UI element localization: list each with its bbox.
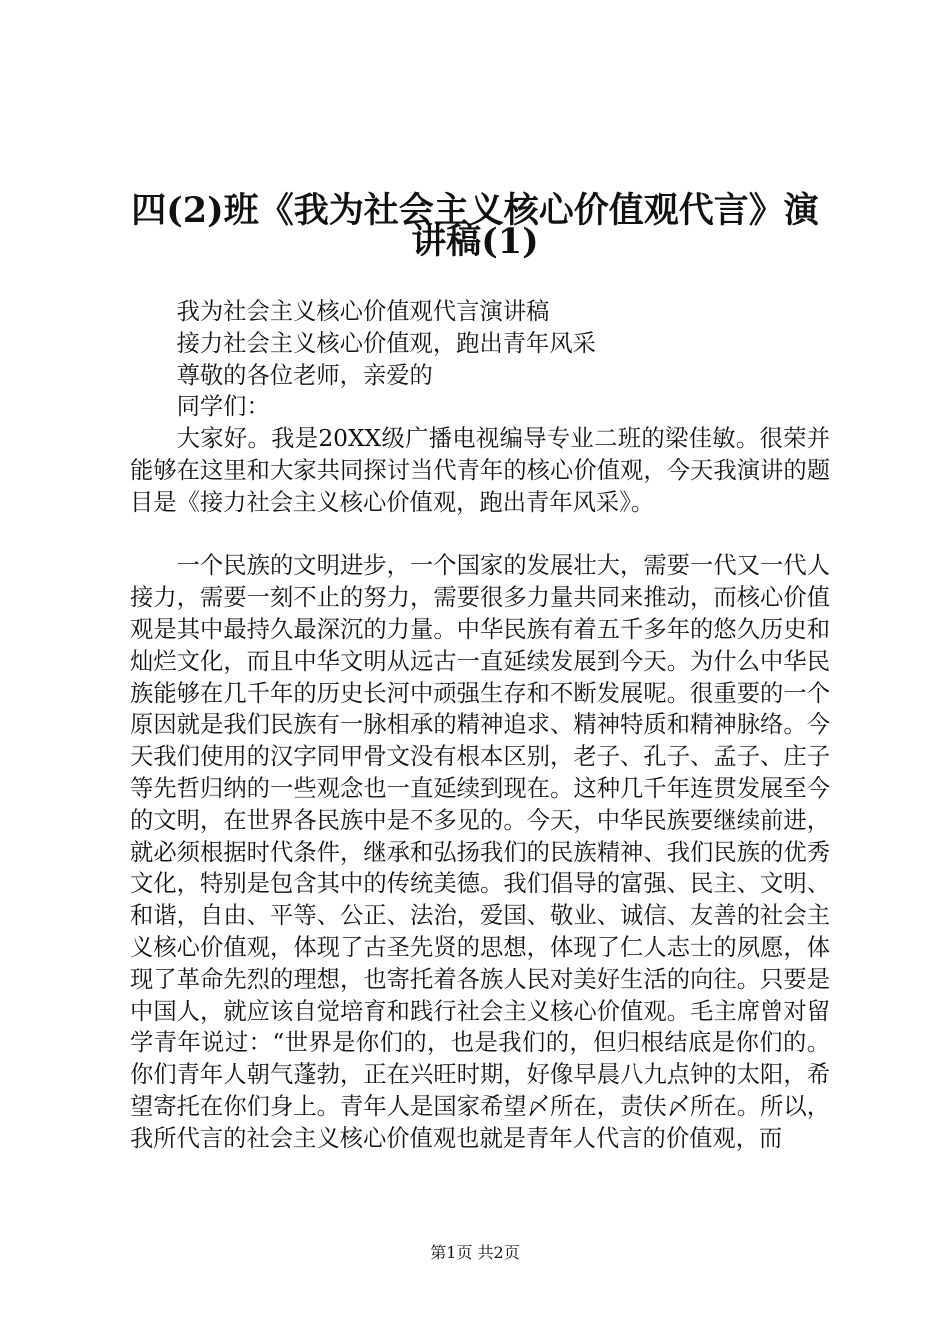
intro-paragraph: 大家好。我是20XX级广播电视编导专业二班的梁佳敏。很荣并能够在这里和大家共同探讨当代青年的核心价值观，今天我演讲的题目是《接力社会主义核心价值观，跑出青年风采》。 [130,425,830,516]
speech-title-line: 我为社会主义核心价值观代言演讲稿 [176,298,550,325]
salutation-line-2: 同学们： [176,393,270,421]
main-paragraph: 一个民族的文明进步，一个国家的发展壮大，需要一代又一代人接力，需要一刻不止的努力，需要很多力量共同来推动，而核心价值观是其中最持久最深沉的力量。中华民族有着五千多年的悠久历史和灿烂文化，而且中华文明从远古一直延续发展到今天。为什么中华民族能够在几千年的历史长河中顽强生存和不断发展呢。很重要的一个原因就是我们民族有一脉相承的精神追求、精神特质和精神脉络。今天我们使用的汉字同甲骨文没有根本区别，老子、孔子、孟子、庄子等先哲归纳的一些观念也一直延续到现在。这种几千年连贯发展至今的文明，在世界各民族中是不多见的。今天，中华民族要继续前进，就必须根据时代条件，继承和弘扬我们的民族精神、我们民族的优秀文化，特别是包含其中的传统美德。我们倡导的富强、民主、文明、和谐，自由、平等、公正、法治，爱国、敬业、诚信、友善的社会主义核心价值观，体现了古圣先贤的思想，体现了仁人志士的夙愿，体现了革命先烈的理想，也寄托着各族人民对美好生活的向往。只要是中国人，就应该自觉培育和践行社会主义核心价值观。毛主席曾对留学青年说过：“世界是你们的，也是我们的，但归根结底是你们的。你们青年人朝气蓬勃，正在兴旺时期，好像早晨八九点钟的太阳，希望寄托在你们身上。青年人是国家希望〆所在，责伕〆所在。所以，我所代言的社会主义核心价值观也就是青年人代言的价值观，而 [130,552,830,1152]
speech-subtitle-line: 接力社会主义核心价值观，跑出青年风采 [176,329,596,357]
document-title-line-2: 讲稿(1) [411,221,539,262]
document-body [130,296,830,1155]
page-number: 第1页 共2页 [430,1243,520,1262]
salutation-line: 尊敬的各位老师，亲爱的 [176,361,433,389]
document-title-line-1: 四(2)班《我为社会主义核心价值观代言》演 [131,190,819,231]
